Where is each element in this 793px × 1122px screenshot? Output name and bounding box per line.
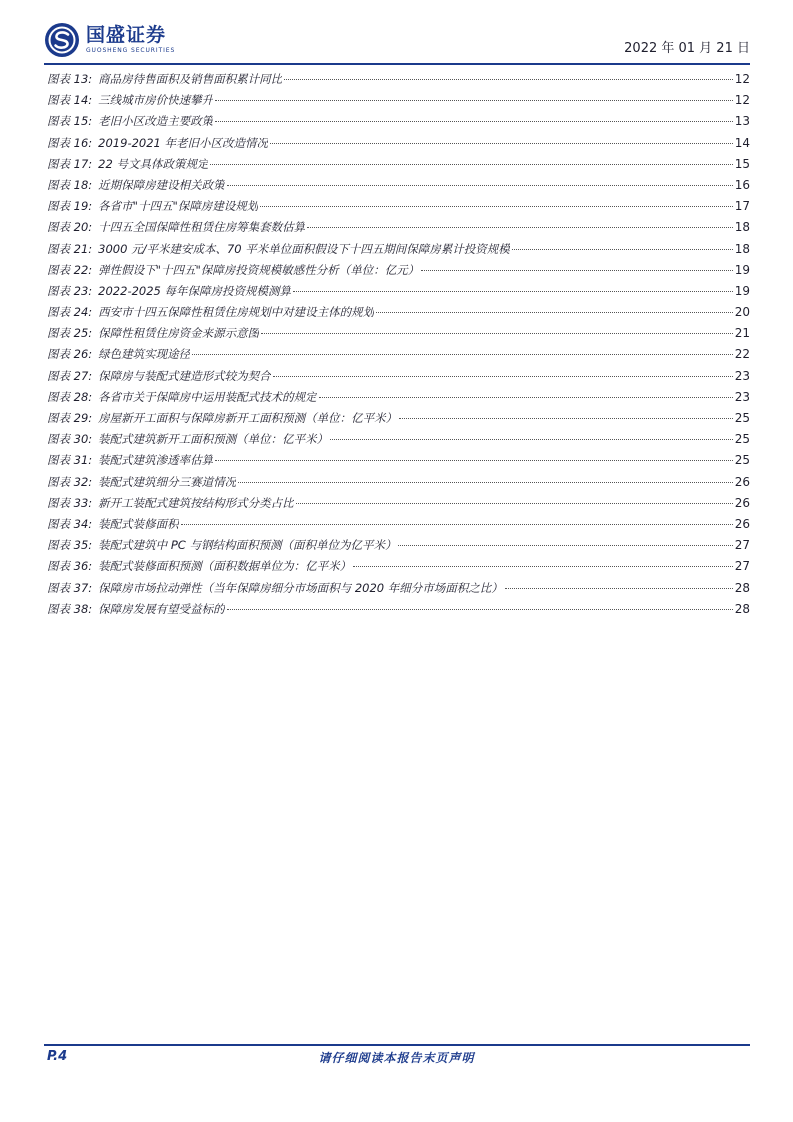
toc-entry-page: 26	[734, 495, 750, 510]
toc-dot-leader	[296, 503, 733, 504]
toc-dot-leader	[398, 545, 732, 546]
toc-entry-label: 图表 27:	[47, 368, 93, 383]
toc-entry[interactable]	[47, 535, 750, 556]
toc-entry-page: 27	[734, 538, 750, 553]
toc-entry[interactable]	[47, 429, 750, 450]
toc-entry-title: 西安市十四五保障性租赁住房规划中对建设主体的规划	[98, 305, 375, 320]
toc-entry-page: 25	[734, 453, 750, 468]
toc-entry-page: 21	[734, 326, 750, 341]
toc-entry-label: 图表 26:	[47, 347, 93, 362]
toc-entry-title: 三线城市房价快速攀升	[98, 93, 214, 108]
toc-entry[interactable]	[47, 90, 750, 111]
logo-english-name: GUOSHENG SECURITIES	[86, 47, 176, 54]
toc-entry-title: 保障房市场拉动弹性（当年保障房细分市场面积与 2020 年细分市场面积之比）	[98, 580, 503, 595]
toc-dot-leader	[284, 79, 733, 80]
toc-entry-title: 各省市关于保障房中运用装配式技术的规定	[98, 389, 317, 404]
toc-entry-label: 图表 28:	[47, 389, 93, 404]
toc-entry-title: 新开工装配式建筑按结构形式分类占比	[98, 495, 294, 510]
toc-entry-label: 图表 21:	[47, 241, 93, 256]
toc-entry-label: 图表 22:	[47, 262, 93, 277]
toc-entry-label: 图表 20:	[47, 220, 93, 235]
footer-disclaimer: 请仔细阅读本报告末页声明	[318, 1051, 475, 1065]
toc-entry-page: 13	[734, 114, 750, 129]
toc-entry[interactable]	[47, 133, 750, 154]
toc-dot-leader	[353, 566, 733, 567]
toc-entry-label: 图表 18:	[47, 177, 93, 192]
toc-dot-leader	[376, 312, 733, 313]
toc-dot-leader	[215, 460, 733, 461]
toc-entry-page: 25	[734, 432, 750, 447]
toc-entry-page: 16	[734, 177, 750, 192]
toc-entry[interactable]	[47, 344, 750, 365]
toc-entry-label: 图表 29:	[47, 411, 93, 425]
toc-entry-label: 图表 15:	[47, 114, 93, 129]
toc-entry-label: 图表 31:	[47, 453, 93, 468]
toc-entry-title: 商品房待售面积及销售面积累计同比	[98, 72, 283, 86]
toc-entry-title: 装配式建筑渗透率估算	[98, 453, 214, 468]
toc-entry-page: 27	[734, 559, 750, 574]
toc-entry[interactable]	[47, 556, 750, 577]
toc-entry[interactable]	[47, 578, 750, 599]
footer-divider	[44, 1044, 750, 1046]
toc-entry-label: 图表 33:	[47, 495, 93, 510]
toc-entry[interactable]	[47, 599, 750, 620]
toc-entry-label: 图表 32:	[47, 474, 93, 489]
toc-dot-leader	[215, 100, 733, 101]
toc-dot-leader	[505, 588, 733, 589]
toc-dot-leader	[215, 121, 733, 122]
toc-dot-leader	[293, 291, 733, 292]
toc-entry-page: 19	[734, 283, 750, 298]
toc-dot-leader	[330, 439, 733, 440]
toc-dot-leader	[399, 418, 733, 419]
toc-entry-label: 图表 13:	[47, 72, 93, 86]
toc-entry-label: 图表 17:	[47, 156, 93, 171]
figure-index-list	[47, 69, 750, 620]
toc-entry-title: 装配式建筑中 PC 与钢结构面积预测（面积单位为亿平米）	[98, 538, 397, 553]
toc-entry-page: 28	[734, 580, 750, 595]
toc-entry-page: 23	[734, 389, 750, 404]
toc-entry-title: 装配式装修面积	[98, 516, 179, 531]
toc-entry-title: 房屋新开工面积与保障房新开工面积预测（单位：亿平米）	[98, 411, 398, 425]
header-divider	[44, 63, 750, 65]
guosheng-logo-icon	[44, 22, 80, 58]
toc-entry-title: 老旧小区改造主要政策	[98, 114, 214, 129]
toc-entry-page: 25	[734, 411, 750, 425]
toc-entry-title: 保障房与装配式建造形式较为契合	[98, 368, 271, 383]
toc-entry-title: 十四五全国保障性租赁住房筹集套数估算	[98, 220, 306, 235]
toc-entry-label: 图表 14:	[47, 93, 93, 108]
toc-entry-label: 图表 38:	[47, 601, 93, 616]
toc-dot-leader	[273, 376, 733, 377]
toc-dot-leader	[261, 333, 733, 334]
toc-entry[interactable]	[47, 154, 750, 175]
toc-entry-title: 3000 元/平米建安成本、70 平米单位面积假设下十四五期间保障房累计投资规模	[98, 241, 510, 256]
toc-entry-page: 12	[734, 93, 750, 108]
page-header	[44, 20, 750, 62]
toc-dot-leader	[307, 227, 733, 228]
toc-entry-label: 图表 23:	[47, 283, 93, 298]
toc-entry-title: 近期保障房建设相关政策	[98, 177, 225, 192]
toc-entry-title: 各省市"十四五"保障房建设规划	[98, 199, 259, 214]
toc-entry[interactable]	[47, 493, 750, 514]
toc-entry[interactable]	[47, 450, 750, 471]
toc-entry-title: 绿色建筑实现途径	[98, 347, 191, 362]
toc-entry[interactable]	[47, 69, 750, 90]
toc-entry-page: 18	[734, 241, 750, 256]
toc-entry-page: 17	[734, 199, 750, 214]
page-number: P.4	[47, 1049, 68, 1064]
toc-dot-leader	[238, 482, 733, 483]
toc-entry-title: 装配式装修面积预测（面积数据单位为：亿平米）	[98, 559, 352, 574]
toc-entry-label: 图表 19:	[47, 199, 93, 214]
company-logo	[44, 22, 175, 58]
toc-entry-title: 保障房发展有望受益标的	[98, 601, 225, 616]
toc-entry[interactable]	[47, 323, 750, 344]
toc-entry-page: 14	[734, 135, 750, 150]
toc-dot-leader	[512, 249, 733, 250]
toc-entry[interactable]	[47, 472, 750, 493]
toc-entry-page: 22	[734, 347, 750, 362]
toc-entry-title: 装配式建筑细分三赛道情况	[98, 474, 237, 489]
toc-entry-title: 装配式建筑新开工面积预测（单位：亿平米）	[98, 432, 329, 447]
toc-entry-page: 18	[734, 220, 750, 235]
toc-entry-label: 图表 30:	[47, 432, 93, 447]
toc-entry-page: 23	[734, 368, 750, 383]
toc-entry-page: 28	[734, 601, 750, 616]
toc-entry-title: 保障性租赁住房资金来源示意图	[98, 326, 260, 341]
toc-entry[interactable]	[47, 111, 750, 132]
toc-entry[interactable]	[47, 302, 750, 323]
toc-entry-label: 图表 34:	[47, 516, 93, 531]
toc-dot-leader	[181, 524, 733, 525]
toc-entry-page: 12	[734, 72, 750, 86]
toc-dot-leader	[210, 164, 732, 165]
toc-entry-page: 20	[734, 305, 750, 320]
toc-entry-label: 图表 36:	[47, 559, 93, 574]
toc-dot-leader	[421, 270, 732, 271]
toc-entry[interactable]	[47, 281, 750, 302]
toc-entry-page: 26	[734, 474, 750, 489]
logo-chinese-name: 国盛证券	[86, 24, 167, 46]
toc-dot-leader	[260, 206, 732, 207]
toc-dot-leader	[227, 609, 733, 610]
toc-entry[interactable]	[47, 196, 750, 217]
toc-entry[interactable]	[47, 260, 750, 281]
report-date: 2022 年 01 月 21 日	[624, 41, 750, 56]
toc-entry-title: 弹性假设下"十四五"保障房投资规模敏感性分析（单位：亿元）	[98, 262, 420, 277]
toc-entry[interactable]	[47, 387, 750, 408]
toc-entry-title: 2022-2025 每年保障房投资规模测算	[98, 283, 292, 298]
toc-entry-label: 图表 37:	[47, 580, 93, 595]
toc-entry[interactable]	[47, 217, 750, 238]
toc-entry-label: 图表 16:	[47, 135, 93, 150]
toc-dot-leader	[270, 143, 733, 144]
toc-dot-leader	[192, 354, 733, 355]
toc-entry-page: 15	[734, 156, 750, 171]
toc-entry[interactable]	[47, 175, 750, 196]
toc-entry-label: 图表 25:	[47, 326, 93, 341]
toc-entry[interactable]	[47, 239, 750, 260]
toc-entry-page: 19	[734, 262, 750, 277]
toc-entry[interactable]	[47, 366, 750, 387]
toc-entry-label: 图表 24:	[47, 305, 93, 320]
toc-entry[interactable]	[47, 408, 750, 429]
toc-entry-title: 2019-2021 年老旧小区改造情况	[98, 135, 269, 150]
toc-entry-label: 图表 35:	[47, 538, 93, 553]
toc-entry[interactable]	[47, 514, 750, 535]
toc-dot-leader	[227, 185, 733, 186]
toc-entry-page: 26	[734, 516, 750, 531]
toc-entry-title: 22 号文具体政策规定	[98, 156, 209, 171]
toc-dot-leader	[319, 397, 733, 398]
